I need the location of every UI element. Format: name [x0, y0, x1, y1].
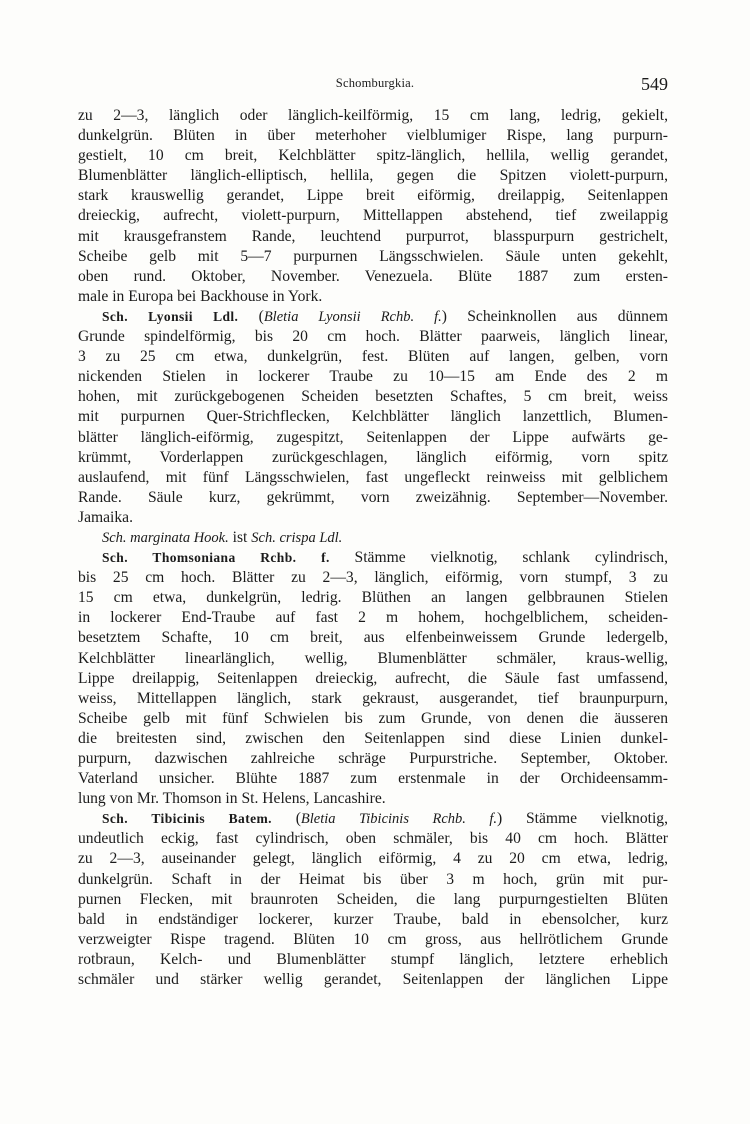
species-name: Sch. Tibicinis Batem. [102, 811, 272, 827]
text-run: stark krauswellig gerandet, Lippe breit eiförmig, dreilappig, Seitenlappen [78, 187, 668, 205]
text-line [78, 146, 668, 166]
text-run: nickenden Stielen in lockerer Traube zu 10—15 am Ende des 2 m [78, 368, 668, 386]
italic-synonym: Sch. marginata Hook. [102, 529, 229, 546]
text-run: purpurn, dazwischen zahlreiche schräge Purpurstriche. September, Oktober. [78, 750, 668, 767]
text-line [78, 910, 668, 930]
text-run: Jamaika. [78, 508, 133, 526]
text-run: dunkelgrün. Blüten in über meterhoher vielblumiger Rispe, lang purpurn- [78, 127, 668, 145]
text-line [78, 608, 668, 628]
text-line [78, 468, 668, 488]
text-run: weiss, Mittellappen länglich, stark gekraust, ausgerandet, tief braunpurpurn, [78, 689, 668, 707]
text-run: mit krausgefranstem Rande, leuchtend purpurrot, blasspurpurn gestrichelt, [78, 227, 668, 245]
text-line [78, 809, 668, 829]
text-run: bis 25 cm hoch. Blätter zu 2—3, länglich, eiförmig, vorn stumpf, 3 zu [78, 569, 668, 587]
page-number: 549 [641, 74, 668, 94]
text-run: in lockerer End-Traube auf fast 2 m hohem, hochgelblichem, scheiden- [78, 609, 668, 627]
text-run: rotbraun, Kelch- und Blumenblätter stumpf länglich, letztere erheblich [78, 950, 668, 968]
text-run: 15 cm etwa, dunkelgrün, ledrig. Blüthen an langen gelbbraunen Stielen [78, 589, 668, 607]
text-line [78, 126, 668, 146]
text-line [78, 166, 668, 186]
text-line [78, 930, 668, 950]
text-run: blätter länglich-eiförmig, zugespitzt, Seitenlappen der Lippe aufwärts ge- [78, 428, 668, 446]
text-line [78, 528, 668, 548]
text-line [78, 548, 668, 568]
text-run: besetztem Schafte, 10 cm breit, aus elfenbeinweissem Grunde ledergelb, [78, 629, 668, 647]
text-run: ( [238, 307, 264, 325]
text-line [78, 849, 668, 869]
text-run: ) Stämme vielknotig, [497, 810, 668, 828]
text-run: zu 2—3, länglich oder länglich-keilförmig, 15 cm lang, ledrig, gekielt, [78, 107, 668, 124]
text-line [78, 588, 668, 608]
text-run: zu 2—3, auseinander gelegt, länglich eiförmig, 4 zu 20 cm etwa, ledrig, [78, 850, 668, 868]
text-run: dreieckig, aufrecht, violett-purpurn, Mittellappen abstehend, tief zweilappig [78, 207, 668, 225]
text-line [78, 870, 668, 890]
body-text [78, 106, 668, 990]
text-line [78, 307, 668, 327]
text-line [78, 247, 668, 267]
text-run: Scheibe gelb mit fünf Schwielen bis zum Grunde, von denen die äusseren [78, 709, 668, 727]
text-line [78, 950, 668, 970]
text-line [78, 407, 668, 427]
text-line [78, 327, 668, 347]
text-run: ist [228, 528, 252, 546]
text-line [78, 649, 668, 669]
text-run: ) Scheinknollen aus dünnem [441, 307, 668, 325]
text-line [78, 628, 668, 648]
text-line [78, 267, 668, 287]
text-run: krümmt, Vorderlappen zurückgeschlagen, länglich eiförmig, vorn spitz [78, 448, 668, 466]
text-run: Rande. Säule kurz, gekrümmt, vorn zweizähnig. September—November. [78, 488, 668, 506]
text-run: Stämme vielknotig, schlank cylindrisch, [329, 549, 668, 567]
text-run: 3 zu 25 cm etwa, dunkelgrün, fest. Blüten auf langen, gelben, vorn [78, 348, 668, 366]
text-run: hohen, mit zurückgebogenen Scheiden besetzten Schaftes, 5 cm breit, weiss [78, 388, 668, 406]
italic-synonym: Sch. crispa Ldl. [251, 529, 343, 546]
species-name: Sch. Thomsoniana Rchb. f. [102, 550, 330, 566]
text-line [78, 508, 668, 528]
text-run: gestielt, 10 cm breit, Kelchblätter spitz-länglich, hellila, wellig gerandet, [78, 147, 668, 165]
text-run: schmäler und stärker wellig gerandet, Seitenlappen der länglichen Lippe [78, 971, 668, 989]
text-run: Lippe dreilappig, Seitenlappen dreieckig, aufrecht, die Säule fast umfassend, [78, 669, 668, 687]
text-run: ( [271, 810, 301, 828]
text-line [78, 227, 668, 247]
text-line [78, 970, 668, 990]
text-line [78, 890, 668, 910]
text-line [78, 568, 668, 588]
text-run: lung von Mr. Thomson in St. Helens, Lancashire. [78, 790, 386, 808]
text-run: Scheibe gelb mit 5—7 purpurnen Längsschwielen. Säule unten gekehlt, [78, 247, 668, 265]
text-line [78, 709, 668, 729]
text-line [78, 367, 668, 387]
text-run: die breitesten sind, zwischen den Seitenlappen sind diese Linien dunkel- [78, 729, 668, 747]
text-line [78, 488, 668, 508]
text-run: Grunde spindelförmig, bis 20 cm hoch. Blätter paarweis, länglich linear, [78, 328, 668, 346]
text-run: verzweigter Rispe tragend. Blüten 10 cm gross, aus hellrötlichem Grunde [78, 930, 668, 948]
text-line [78, 448, 668, 468]
italic-synonym: Bletia Lyonsii Rchb. f. [263, 308, 442, 325]
species-name: Sch. Lyonsii Ldl. [102, 308, 239, 324]
text-line [78, 749, 668, 769]
text-line [78, 789, 668, 809]
text-line [78, 206, 668, 226]
text-line [78, 829, 668, 849]
text-line [78, 387, 668, 407]
text-run: Kelchblätter linearlänglich, wellig, Blumenblätter schmäler, kraus-wellig, [78, 649, 668, 667]
text-line [78, 347, 668, 367]
text-run: purnen Flecken, mit braunroten Scheiden, die lang purpurngestielten Blüten [78, 890, 668, 908]
text-line [78, 729, 668, 749]
italic-synonym: Bletia Tibicinis Rchb. f. [300, 811, 498, 828]
running-title: Schomburgkia. [335, 76, 415, 90]
text-line [78, 669, 668, 689]
text-run: male in Europa bei Backhouse in York. [78, 287, 323, 305]
text-line [78, 186, 668, 206]
text-run: undeutlich eckig, fast cylindrisch, oben schmäler, bis 40 cm hoch. Blätter [78, 830, 668, 848]
text-line [78, 287, 668, 307]
text-line [78, 106, 668, 126]
text-run: bald in endständiger lockerer, kurzer Traube, bald in ebensolcher, kurz [78, 910, 668, 928]
text-line [78, 769, 668, 789]
text-line [78, 428, 668, 448]
text-run: Blumenblätter länglich-elliptisch, hellila, gegen die Spitzen violett-purpurn, [78, 167, 668, 185]
text-run: dunkelgrün. Schaft in der Heimat bis über 3 m hoch, grün mit pur- [78, 870, 668, 888]
text-run: oben rund. Oktober, November. Venezuela. Blüte 1887 zum ersten- [78, 267, 668, 285]
text-line [78, 689, 668, 709]
text-run: auslaufend, mit fünf Längsschwielen, fast ungefleckt reinweiss mit gelblichem [78, 468, 668, 486]
text-run: mit purpurnen Quer-Strichflecken, Kelchblätter länglich lanzettlich, Blumen- [78, 408, 668, 426]
text-run: Vaterland unsicher. Blühte 1887 zum erstenmale in der Orchideensamm- [78, 770, 668, 788]
